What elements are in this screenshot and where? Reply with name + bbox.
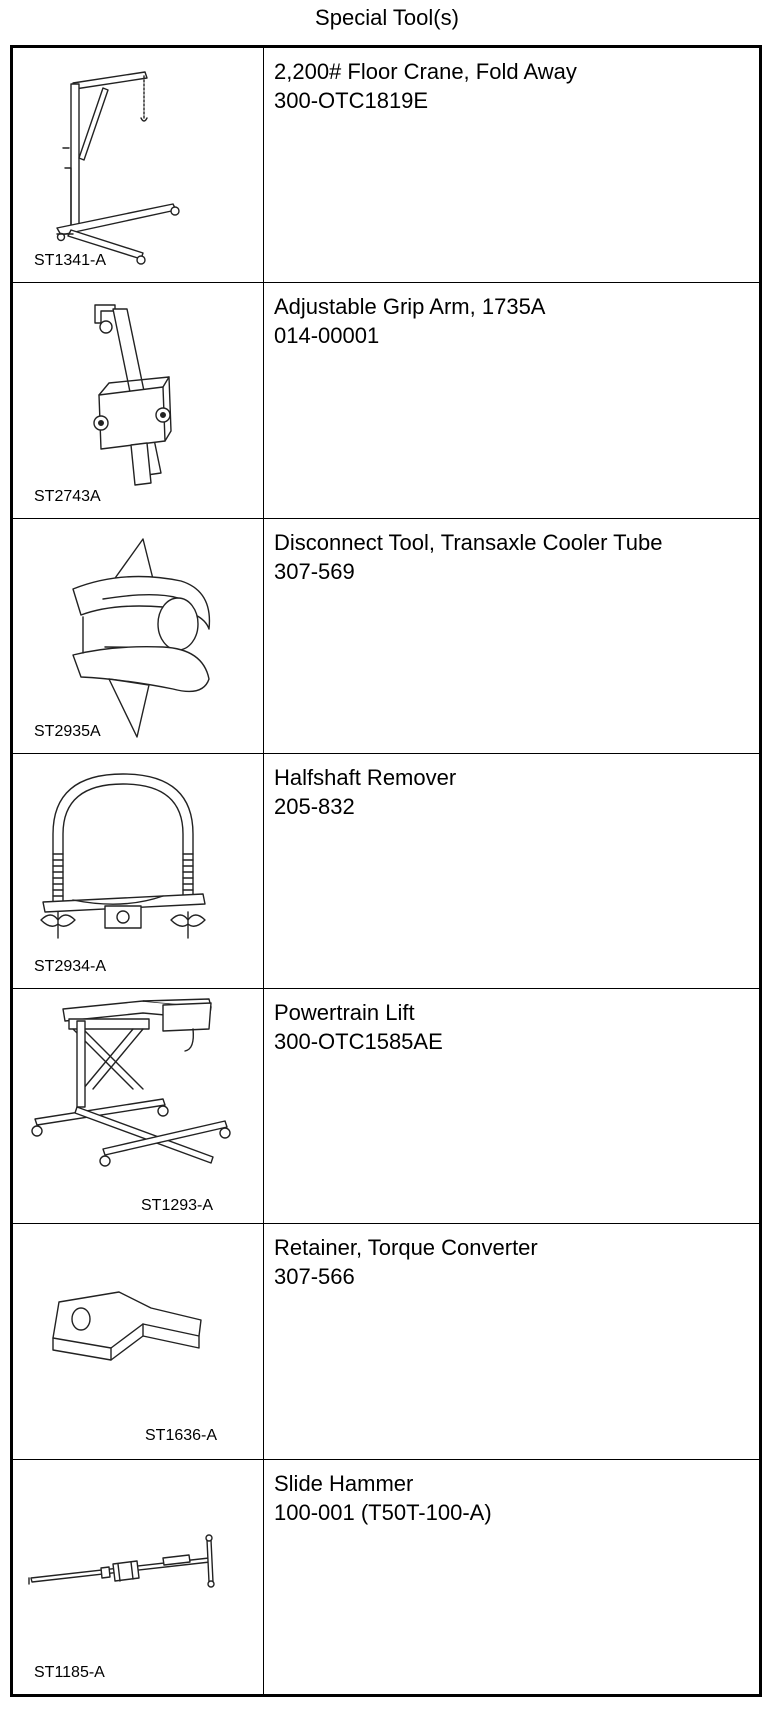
illustration-cell <box>13 754 264 988</box>
tool-number: 100-001 (T50T-100-A) <box>274 1499 492 1525</box>
halfshaft-remover-icon <box>13 754 264 988</box>
illustration-cell <box>13 1460 264 1694</box>
table-row <box>13 1223 759 1458</box>
illustration-cell <box>13 989 264 1223</box>
table-row <box>13 988 759 1223</box>
tool-number: 300-OTC1819E <box>274 88 429 113</box>
tool-description-cell <box>264 1460 759 1694</box>
tool-name: 2,200# Floor Crane, Fold Away <box>274 59 577 84</box>
torque-converter-retainer-icon <box>13 1224 264 1458</box>
illustration-code: ST1636-A <box>145 1426 218 1444</box>
tool-number: 014-00001 <box>274 323 380 349</box>
tool-description-cell <box>264 989 759 1223</box>
tool-name: Retainer, Torque Converter <box>274 1235 538 1261</box>
floor-crane-icon <box>13 48 264 282</box>
tool-description-cell <box>264 283 759 517</box>
tool-name: Powertrain Lift <box>274 1000 415 1026</box>
illustration-code: ST2935A <box>34 722 101 740</box>
tool-number: 307-566 <box>274 1264 355 1290</box>
powertrain-lift-icon <box>13 989 264 1223</box>
page-title: Special Tool(s) <box>315 5 459 30</box>
tool-name: Slide Hammer <box>274 1470 414 1496</box>
illustration-cell <box>13 48 264 282</box>
tool-name: Halfshaft Remover <box>274 764 457 790</box>
illustration-cell <box>13 519 264 753</box>
illustration-code: ST1341-A <box>34 252 107 270</box>
grip-arm-icon <box>13 283 264 517</box>
tool-number: 307-569 <box>274 558 355 584</box>
illustration-code: ST1185-A <box>34 1663 105 1681</box>
table-row <box>13 753 759 988</box>
table-row <box>13 1459 759 1694</box>
table-row <box>13 282 759 517</box>
tool-number: 205-832 <box>274 793 355 819</box>
table-row <box>13 518 759 753</box>
tool-description-cell <box>264 1224 759 1458</box>
illustration-cell <box>13 283 264 517</box>
table-row <box>13 48 759 282</box>
illustration-code: ST1293-A <box>141 1197 214 1215</box>
tool-description-cell <box>264 519 759 753</box>
special-tools-table <box>10 45 762 1697</box>
tool-name: Adjustable Grip Arm, 1735A <box>274 294 546 320</box>
illustration-code: ST2743A <box>34 487 101 505</box>
illustration-code: ST2934-A <box>34 958 107 976</box>
disconnect-tool-icon <box>13 519 264 753</box>
tool-description-cell <box>264 48 759 282</box>
tool-number: 300-OTC1585AE <box>274 1029 443 1055</box>
slide-hammer-icon <box>13 1460 264 1694</box>
tool-name: Disconnect Tool, Transaxle Cooler Tube <box>274 529 663 555</box>
illustration-cell <box>13 1224 264 1458</box>
tool-description-cell <box>264 754 759 988</box>
